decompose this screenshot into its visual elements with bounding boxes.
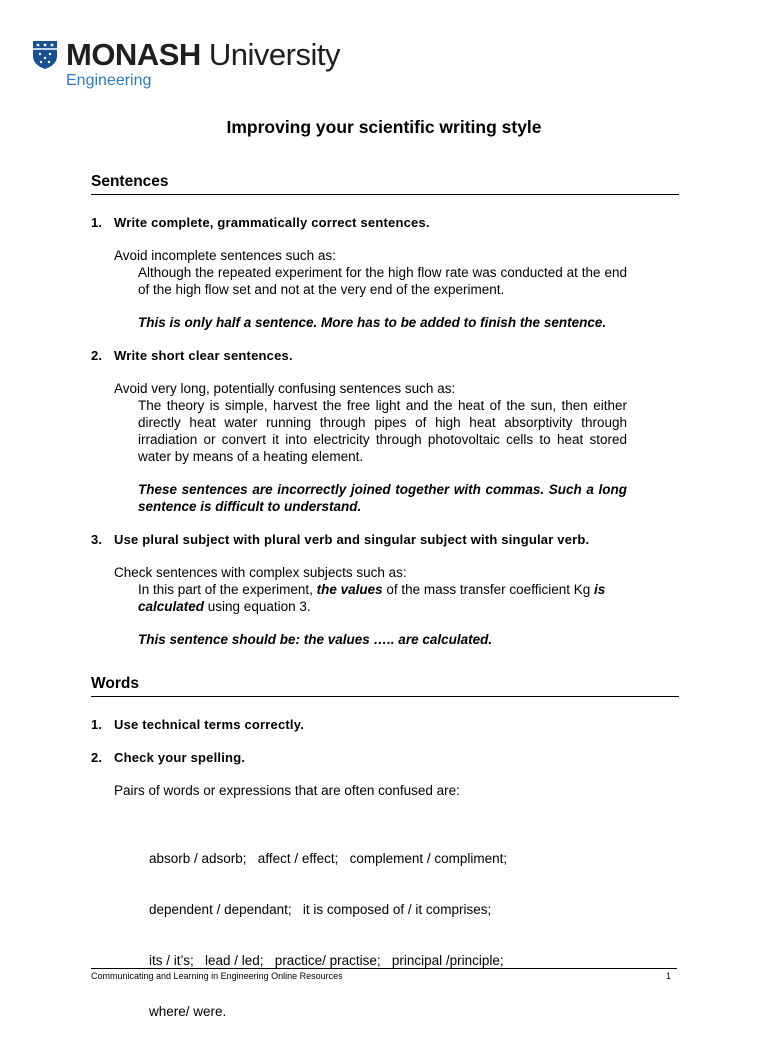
monash-crest-icon: [32, 40, 58, 70]
document-body: [91, 173, 679, 1054]
example-emphasis: is calculated: [138, 582, 606, 614]
pairs-line: absorb / adsorb; affect / effect; complement / compliment;: [149, 851, 508, 866]
item-number: 1.: [91, 717, 103, 732]
item-title: Check your spelling.: [114, 750, 246, 765]
brand-name: [66, 38, 340, 72]
page-footer: [91, 968, 677, 982]
example-emphasis: the values: [316, 582, 383, 597]
words-item-2-title: [91, 749, 679, 766]
page-title: Improving your scientific writing style: [226, 117, 542, 137]
confused-word-pairs: [149, 816, 679, 1054]
sentences-item-2-title: [91, 347, 679, 364]
words-item-1-title: [91, 716, 679, 733]
section-heading-words: Words: [91, 675, 679, 697]
item-title: Use technical terms correctly.: [114, 717, 305, 732]
example-text: of the mass transfer coefficient Kg: [382, 582, 594, 597]
item-number: 2.: [91, 750, 103, 765]
pairs-line: dependent / dependant; it is composed of / it comprises;: [149, 902, 492, 917]
example-text: using equation 3.: [204, 599, 311, 614]
item-number: 3.: [91, 532, 103, 547]
item-number: 2.: [91, 348, 103, 363]
brand-wordmark: [66, 38, 340, 90]
sentences-item-1-example: Although the repeated experiment for the high flow rate was conducted at the end of the high flow set and not at the very end of the experiment.: [138, 265, 627, 297]
brand-bold: MONASH: [66, 37, 201, 72]
sentences-item-2-example: The theory is simple, harvest the free light and the heat of the sun, then either directly heat water running through pipes of high heat absorptivity through irradiation or convert it into electricity through photovoltaic cells to heat stored water by means of a heating element.: [138, 398, 627, 464]
sentences-item-2-comment: These sentences are incorrectly joined together with commas. Such a long sentence is difficult to understand.: [138, 482, 627, 514]
sentences-item-3-comment: This sentence should be: the values ….. are calculated.: [138, 632, 493, 647]
sentences-item-2-lead: Avoid very long, potentially confusing sentences such as:: [114, 381, 456, 396]
sentences-item-1-title: [91, 214, 679, 231]
page-number: 1: [665, 971, 671, 981]
pairs-line: its / it’s; lead / led; practice/ practise; principal /principle;: [149, 953, 504, 968]
sentences-item-3-lead: Check sentences with complex subjects such as:: [114, 565, 407, 580]
brand-regular: University: [200, 37, 340, 72]
item-title: Write short clear sentences.: [114, 348, 293, 363]
sentences-item-3-example: [138, 581, 627, 615]
item-title: Use plural subject with plural verb and singular subject with singular verb.: [114, 532, 590, 547]
item-number: 1.: [91, 215, 103, 230]
words-item-2-lead: Pairs of words or expressions that are often confused are:: [114, 783, 460, 798]
sentences-item-1-lead: Avoid incomplete sentences such as:: [114, 248, 336, 263]
sentences-item-1-comment: This is only half a sentence. More has to be added to finish the sentence.: [138, 315, 607, 330]
example-text: In this part of the experiment,: [138, 582, 317, 597]
sentences-item-3-title: [91, 531, 679, 548]
section-heading-sentences: Sentences: [91, 173, 679, 195]
faculty-name: Engineering: [66, 72, 152, 89]
footer-text: Communicating and Learning in Engineering Online Resources: [91, 971, 343, 981]
item-title: Write complete, grammatically correct sentences.: [114, 215, 430, 230]
pairs-line: where/ were.: [149, 1004, 227, 1019]
